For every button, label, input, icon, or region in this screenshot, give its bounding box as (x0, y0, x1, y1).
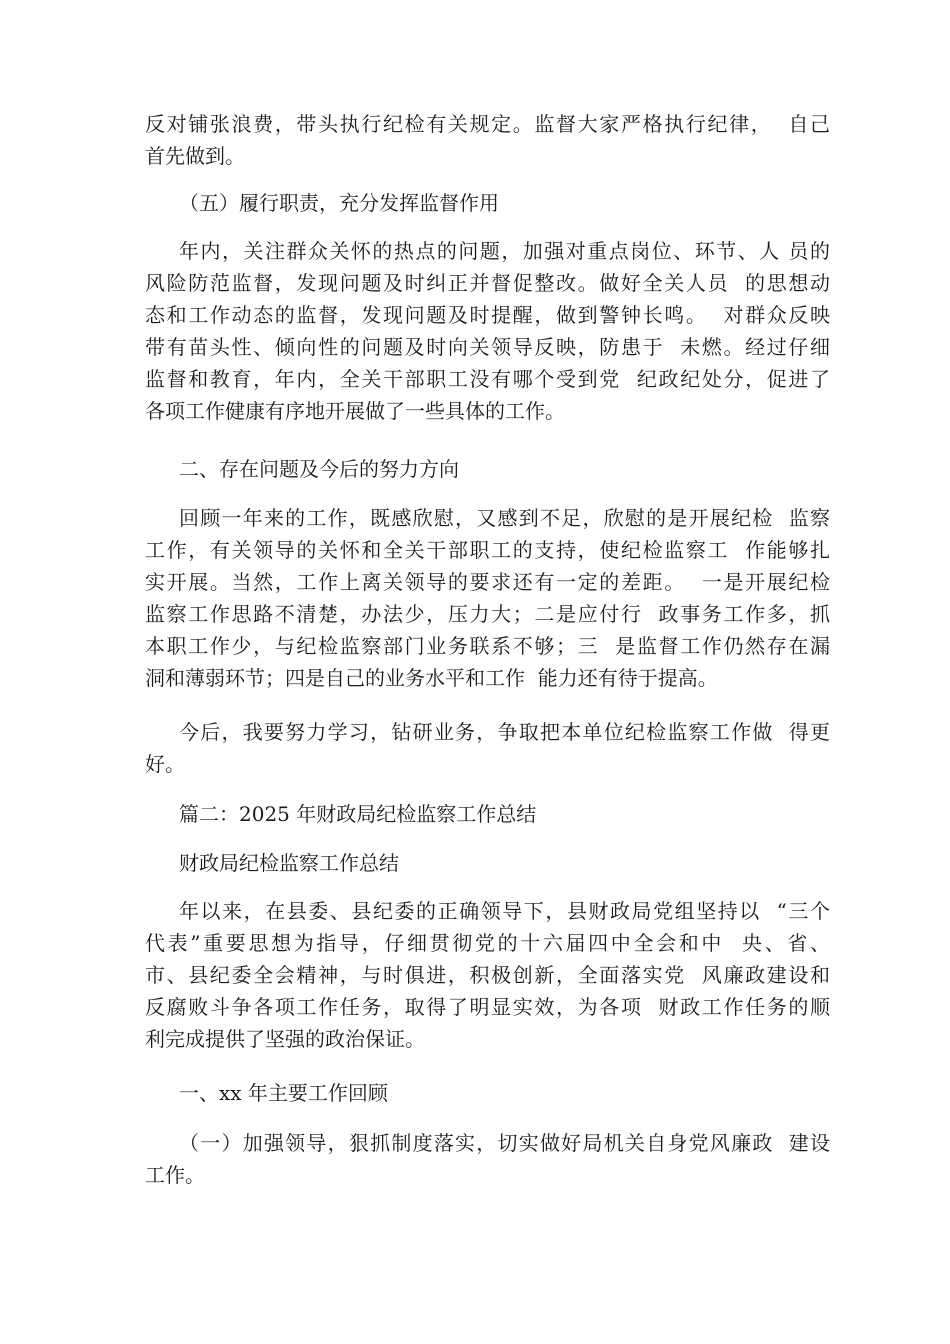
paragraph-line: 带有苗头性、倾向性的问题及时向关领导反映，防患于 未燃。经过仔细 (145, 335, 830, 359)
paragraph-p6 (145, 716, 830, 780)
paragraph-line: 市、县纪委全会精神，与时俱进，积极创新，全面落实党 风廉政建设和 (145, 963, 830, 987)
subtitle-p8 (145, 847, 830, 879)
paragraph-p9 (145, 895, 830, 1055)
article-title-p7 (145, 798, 830, 830)
paragraph-p3 (145, 235, 830, 427)
paragraph-line: 年以来，在县委、县纪委的正确领导下，县财政局党组坚持以 “三个 (179, 899, 830, 923)
paragraph-line: （一）加强领导，狠抓制度落实，切实做好局机关自身党风廉政 建设 (179, 1131, 830, 1155)
paragraph-line: 今后，我要努力学习，钻研业务，争取把本单位纪检监察工作做 得更 (179, 720, 830, 744)
paragraph-line: 洞和薄弱环节；四是自己的业务水平和工作 能力还有待于提高。 (145, 666, 718, 690)
paragraph-line: 首先做到。 (145, 144, 245, 168)
paragraph-line: 工作，有关领导的关怀和全关干部职工的支持，使纪检监察工 作能够扎 (145, 538, 830, 562)
paragraph-p11 (145, 1127, 830, 1191)
paragraph-line: 反对铺张浪费，带头执行纪检有关规定。监督大家严格执行纪律， 自己 (145, 112, 830, 136)
paragraph-line: 工作。 (145, 1163, 205, 1187)
paragraph-line: 态和工作动态的监督，发现问题及时提醒，做到警钟长鸣。 对群众反映 (145, 303, 830, 327)
paragraph-line: 一、xx 年主要工作回顾 (179, 1081, 388, 1105)
paragraph-line: 利完成提供了坚强的政治保证。 (145, 1027, 425, 1051)
paragraph-p1 (145, 108, 830, 172)
paragraph-line: 年内，关注群众关怀的热点的问题，加强对重点岗位、环节、人 员的 (179, 239, 830, 263)
paragraph-line: 实开展。当然，工作上离关领导的要求还有一定的差距。 一是开展纪检 (145, 570, 830, 594)
paragraph-line: 代表”重要思想为指导，仔细贯彻党的十六届四中全会和中 央、省、 (145, 931, 830, 955)
section-heading-p4 (145, 453, 830, 485)
paragraph-line: 财政局纪检监察工作总结 (179, 851, 399, 875)
section-heading-p2 (145, 187, 830, 219)
paragraph-line: 本职工作少，与纪检监察部门业务联系不够；三 是监督工作仍然存在漏 (145, 634, 830, 658)
paragraph-line: 篇二：2025 年财政局纪检监察工作总结 (179, 802, 537, 826)
paragraph-line: 反腐败斗争各项工作任务，取得了明显实效，为各项 财政工作任务的顺 (145, 995, 830, 1019)
section-heading-p10 (145, 1077, 830, 1109)
paragraph-line: （五）履行职责，充分发挥监督作用 (179, 191, 499, 215)
paragraph-line: 监察工作思路不清楚，办法少，压力大；二是应付行 政事务工作多，抓 (145, 602, 830, 626)
paragraph-line: 回顾一年来的工作，既感欣慰，又感到不足，欣慰的是开展纪检 监察 (179, 506, 830, 530)
paragraph-p5 (145, 502, 830, 694)
paragraph-line: 二、存在问题及今后的努力方向 (179, 457, 459, 481)
paragraph-line: 监督和教育，年内，全关干部职工没有哪个受到党 纪政纪处分，促进了 (145, 367, 830, 391)
paragraph-line: 好。 (145, 752, 185, 776)
paragraph-line: 风险防范监督，发现问题及时纠正并督促整改。做好全关人员 的思想动 (145, 271, 830, 295)
paragraph-line: 各项工作健康有序地开展做了一些具体的工作。 (145, 399, 565, 423)
